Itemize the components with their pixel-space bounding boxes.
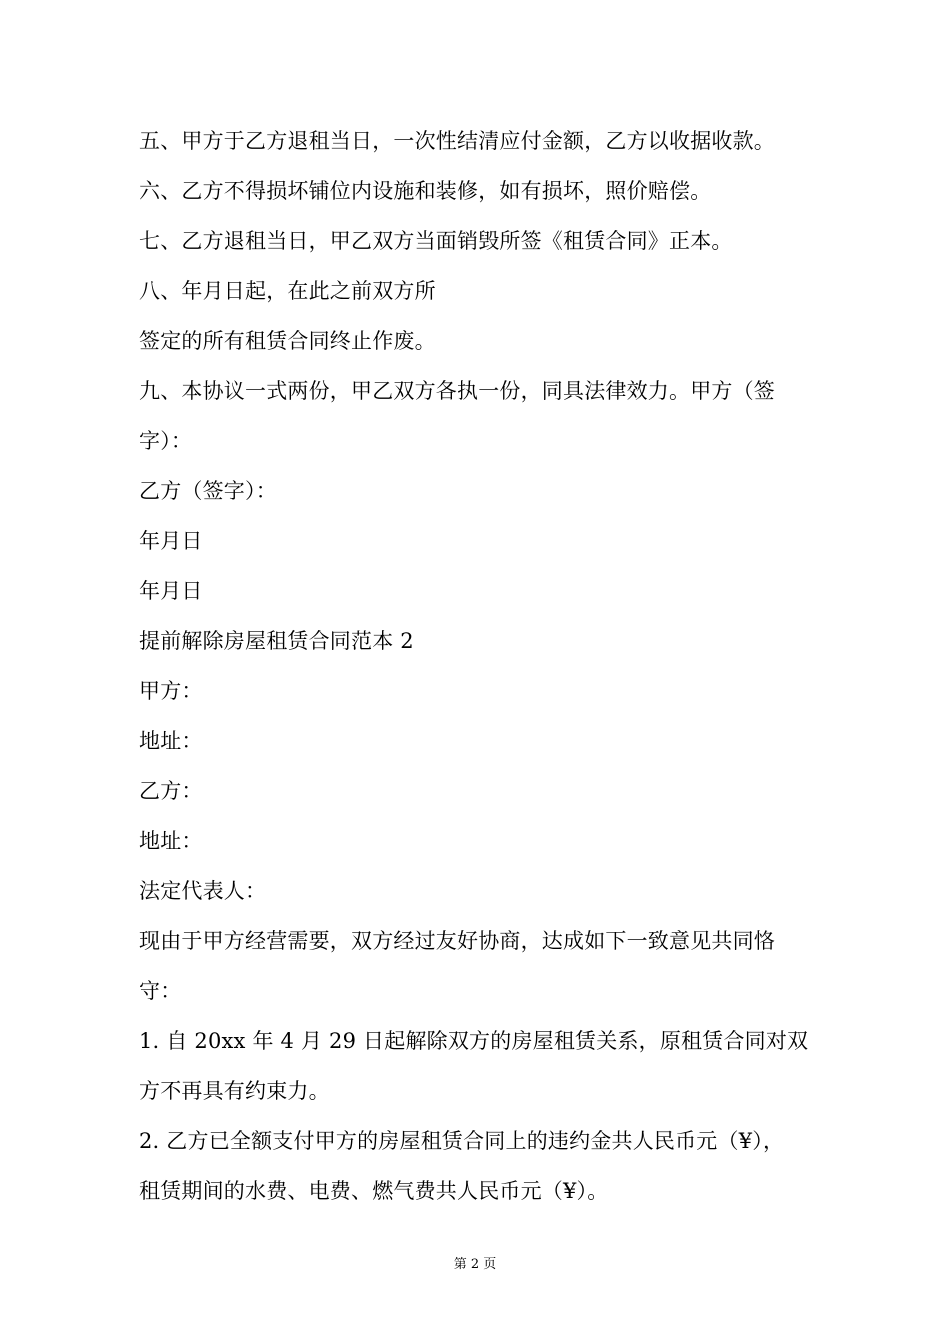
document-body [139, 116, 829, 1216]
party-a-label: 甲方： [139, 679, 203, 703]
item-1-line-2: 方不再具有约束力。 [139, 1079, 330, 1103]
item-2-line-1: 2. 乙方已全额支付甲方的房屋租赁合同上的违约金共人民币元（¥）， [139, 1129, 785, 1153]
party-a-address: 地址： [139, 729, 203, 753]
legal-representative: 法定代表人： [139, 879, 267, 903]
item-1-line-1: 1. 自 20xx 年 4 月 29 日起解除双方的房屋租赁关系，原租赁合同对双 [139, 1029, 809, 1053]
date-line-1: 年月日 [139, 529, 203, 553]
party-b-signature: 乙方（签字）： [139, 479, 277, 503]
page-number: 第 2 页 [453, 1257, 497, 1272]
preamble-line-2: 守： [139, 979, 182, 1003]
clause-6: 六、乙方不得损坏铺位内设施和装修，如有损坏，照价赔偿。 [139, 179, 712, 203]
party-b-address: 地址： [139, 829, 203, 853]
date-line-2: 年月日 [139, 579, 203, 603]
section-title: 提前解除房屋租赁合同范本 2 [139, 629, 414, 653]
clause-8-line-2: 签定的所有租赁合同终止作废。 [139, 329, 436, 353]
clause-9-line-2: 字）： [139, 429, 193, 453]
party-b-label: 乙方： [139, 779, 203, 803]
clause-8-line-1: 八、年月日起，在此之前双方所 [139, 279, 436, 303]
clause-5: 五、甲方于乙方退租当日，一次性结清应付金额，乙方以收据收款。 [139, 129, 775, 153]
preamble-line-1: 现由于甲方经营需要，双方经过友好协商，达成如下一致意见共同恪 [139, 929, 775, 953]
clause-7: 七、乙方退租当日，甲乙双方当面销毁所签《租赁合同》正本。 [139, 229, 733, 253]
item-2-line-2: 租赁期间的水费、电费、燃气费共人民币元（¥）。 [139, 1179, 609, 1203]
clause-9-line-1: 九、本协议一式两份，甲乙双方各执一份，同具法律效力。甲方（签 [139, 379, 775, 403]
